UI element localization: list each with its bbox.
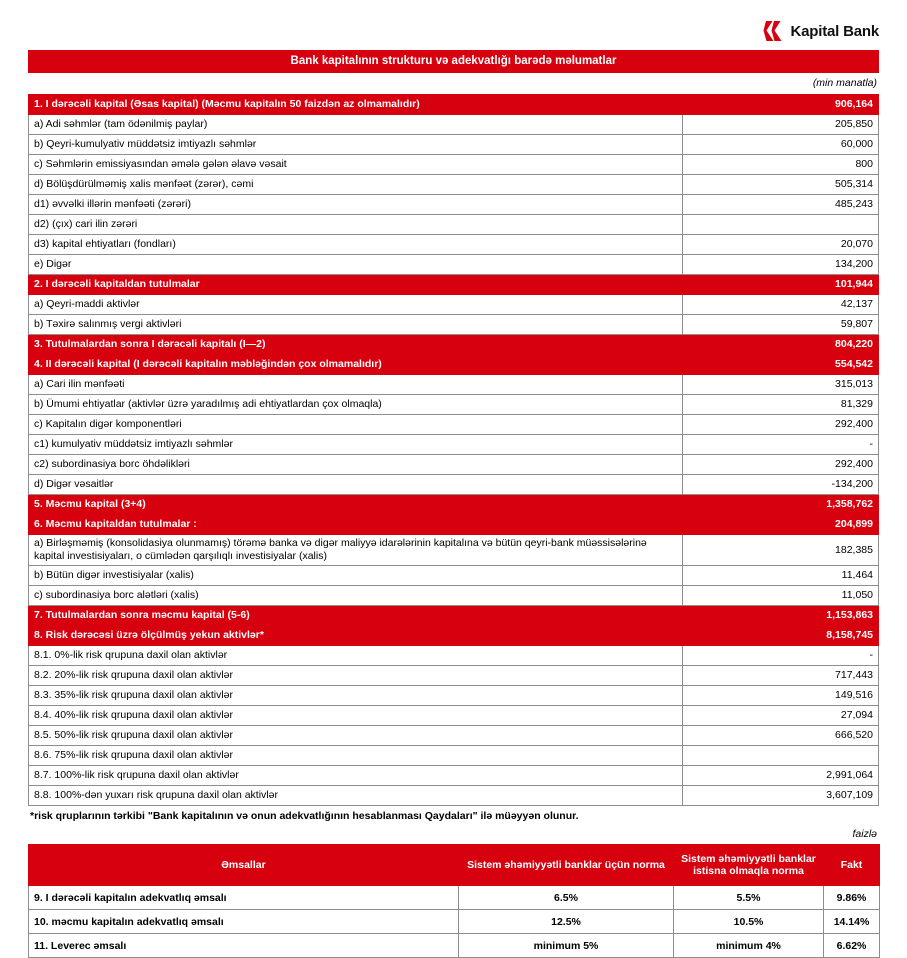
- row-value: 20,070: [683, 235, 879, 255]
- row-label: d1) əvvəlki illərin mənfəəti (zərəri): [29, 195, 683, 215]
- ratio-norm-systemic: 6.5%: [459, 886, 674, 910]
- row-value: 149,516: [683, 686, 879, 706]
- table-row: [29, 215, 879, 235]
- row-value: 59,807: [683, 315, 879, 335]
- row-label: b) Təxirə salınmış vergi aktivləri: [29, 315, 683, 335]
- table-row: [29, 566, 879, 586]
- logo-row: [28, 14, 879, 48]
- row-label: d) Digər vəsaitlər: [29, 475, 683, 495]
- row-value: 3,607,109: [683, 786, 879, 806]
- row-label: c2) subordinasiya borc öhdəlikləri: [29, 455, 683, 475]
- ratio-fact: 9.86%: [824, 886, 880, 910]
- row-label: d2) (çıx) cari ilin zərəri: [29, 215, 683, 235]
- ratio-row-label: 11. Leverec əmsalı: [29, 934, 459, 958]
- table-row: [29, 686, 879, 706]
- table-row: [29, 135, 879, 155]
- capital-structure-table: [28, 94, 879, 806]
- ratio-norm-other: 10.5%: [674, 910, 824, 934]
- page-title: Bank kapitalının strukturu və adekvatlığı barədə məlumatlar: [28, 50, 879, 73]
- table-header-row: [29, 845, 880, 886]
- row-label: 6. Məcmu kapitaldan tutulmalar :: [29, 515, 683, 535]
- col-header-fact: Fakt: [824, 845, 880, 886]
- table-row: [29, 155, 879, 175]
- table-row: [29, 355, 879, 375]
- row-value: 81,329: [683, 395, 879, 415]
- table-row: [29, 175, 879, 195]
- table-row: [29, 515, 879, 535]
- col-header-norm-other: Sistem əhəmiyyətli banklar istisna olmaqla norma: [674, 845, 824, 886]
- table-row: [29, 475, 879, 495]
- ratio-norm-systemic: 12.5%: [459, 910, 674, 934]
- ratio-row-label: 10. məcmu kapitalın adekvatlıq əmsalı: [29, 910, 459, 934]
- table-row: [29, 455, 879, 475]
- table-row: [29, 335, 879, 355]
- row-value: 666,520: [683, 726, 879, 746]
- row-value: 27,094: [683, 706, 879, 726]
- row-value: [683, 215, 879, 235]
- unit-note-percent: faizlə: [852, 828, 877, 841]
- capital-ratios-head: [29, 845, 880, 886]
- table-row: [29, 586, 879, 606]
- row-value: 485,243: [683, 195, 879, 215]
- footnote: *risk qruplarının tərkibi "Bank kapitalının və onun adekvatlığının hesablanması Qaydaları" ilə müəyyən olunur.: [30, 810, 579, 823]
- row-value: 8,158,745: [683, 626, 879, 646]
- table-row: [29, 195, 879, 215]
- table-row: [29, 886, 880, 910]
- table-row: [29, 666, 879, 686]
- table-row: [29, 295, 879, 315]
- table-row: [29, 415, 879, 435]
- table-row: [29, 255, 879, 275]
- row-value: 101,944: [683, 275, 879, 295]
- row-value: 554,542: [683, 355, 879, 375]
- row-label: 3. Tutulmalardan sonra I dərəcəli kapitalı (I—2): [29, 335, 683, 355]
- row-value: 205,850: [683, 115, 879, 135]
- row-value: 60,000: [683, 135, 879, 155]
- row-label: 4. II dərəcəli kapital (I dərəcəli kapitalın məbləğindən çox olmamalıdır): [29, 355, 683, 375]
- table-row: [29, 275, 879, 295]
- row-value: [683, 746, 879, 766]
- row-label: b) Qeyri-kumulyativ müddətsiz imtiyazlı səhmlər: [29, 135, 683, 155]
- row-label: 5. Məcmu kapital (3+4): [29, 495, 683, 515]
- row-label: a) Adi səhmlər (tam ödənilmiş paylar): [29, 115, 683, 135]
- logo-text: Kapital Bank: [790, 22, 879, 40]
- row-value: 800: [683, 155, 879, 175]
- row-value: 315,013: [683, 375, 879, 395]
- row-label: 8.6. 75%-lik risk qrupuna daxil olan aktivlər: [29, 746, 683, 766]
- table-row: [29, 706, 879, 726]
- table-row: [29, 315, 879, 335]
- row-label: 8.4. 40%-lik risk qrupuna daxil olan aktivlər: [29, 706, 683, 726]
- row-label: c1) kumulyativ müddətsiz imtiyazlı səhmlər: [29, 435, 683, 455]
- table-row: [29, 606, 879, 626]
- capital-ratios-body: [29, 886, 880, 958]
- row-value: -: [683, 435, 879, 455]
- table-row: [29, 910, 880, 934]
- row-value: 11,050: [683, 586, 879, 606]
- row-label: 7. Tutulmalardan sonra məcmu kapital (5-6): [29, 606, 683, 626]
- row-label: 1. I dərəcəli kapital (Əsas kapital) (Məcmu kapitalın 50 faizdən az olmamalıdır): [29, 95, 683, 115]
- kapital-bank-logo: [763, 20, 879, 42]
- row-label: 8.7. 100%-lik risk qrupuna daxil olan aktivlər: [29, 766, 683, 786]
- row-label: c) Kapitalın digər komponentləri: [29, 415, 683, 435]
- capital-ratios-table: [28, 844, 880, 958]
- row-label: b) Bütün digər investisiyalar (xalis): [29, 566, 683, 586]
- row-value: 717,443: [683, 666, 879, 686]
- row-label: d) Bölüşdürülməmiş xalis mənfəət (zərər), cəmi: [29, 175, 683, 195]
- table-row: [29, 375, 879, 395]
- row-value: 2,991,064: [683, 766, 879, 786]
- ratio-fact: 14.14%: [824, 910, 880, 934]
- row-label: a) Birləşməmiş (konsolidasiya olunmamış) törəmə banka və digər maliyyə idarələrinin kapitalına və bütün qeyri-bank müəssisələrinə kapital investisiyaları, o cümlədən qarşılıqlı investisiyalar (xalis): [29, 535, 683, 566]
- row-label: a) Cari ilin mənfəəti: [29, 375, 683, 395]
- table-row: [29, 395, 879, 415]
- row-label: c) subordinasiya borc alətləri (xalis): [29, 586, 683, 606]
- ratio-row-label: 9. I dərəcəli kapitalın adekvatlıq əmsalı: [29, 886, 459, 910]
- row-value: 1,358,762: [683, 495, 879, 515]
- table-row: [29, 646, 879, 666]
- ratio-norm-other: 5.5%: [674, 886, 824, 910]
- row-value: 292,400: [683, 455, 879, 475]
- table-row: [29, 766, 879, 786]
- capital-structure-body: [29, 95, 879, 806]
- table-row: [29, 934, 880, 958]
- row-value: -: [683, 646, 879, 666]
- row-value: 1,153,863: [683, 606, 879, 626]
- row-label: d3) kapital ehtiyatları (fondları): [29, 235, 683, 255]
- ratio-fact: 6.62%: [824, 934, 880, 958]
- ratio-norm-systemic: minimum 5%: [459, 934, 674, 958]
- row-label: 8. Risk dərəcəsi üzrə ölçülmüş yekun aktivlər*: [29, 626, 683, 646]
- table-row: [29, 726, 879, 746]
- table-row: [29, 495, 879, 515]
- ratio-norm-other: minimum 4%: [674, 934, 824, 958]
- row-label: a) Qeyri-maddi aktivlər: [29, 295, 683, 315]
- row-value: 134,200: [683, 255, 879, 275]
- row-value: 182,385: [683, 535, 879, 566]
- row-label: 8.8. 100%-dən yuxarı risk qrupuna daxil olan aktivlər: [29, 786, 683, 806]
- row-value: 204,899: [683, 515, 879, 535]
- row-value: 292,400: [683, 415, 879, 435]
- row-label: b) Ümumi ehtiyatlar (aktivlər üzrə yaradılmış adi ehtiyatlardan çox olmaqla): [29, 395, 683, 415]
- table-row: [29, 746, 879, 766]
- row-label: e) Digər: [29, 255, 683, 275]
- table-row: [29, 786, 879, 806]
- row-value: 42,137: [683, 295, 879, 315]
- row-value: 804,220: [683, 335, 879, 355]
- row-label: 8.1. 0%-lik risk qrupuna daxil olan aktivlər: [29, 646, 683, 666]
- row-value: 505,314: [683, 175, 879, 195]
- col-header-norm-systemic: Sistem əhəmiyyətli banklar üçün norma: [459, 845, 674, 886]
- table-row: [29, 115, 879, 135]
- row-label: 8.2. 20%-lik risk qrupuna daxil olan aktivlər: [29, 666, 683, 686]
- table-row: [29, 435, 879, 455]
- row-value: 11,464: [683, 566, 879, 586]
- table-row: [29, 626, 879, 646]
- table-row: [29, 535, 879, 566]
- row-label: 8.3. 35%-lik risk qrupuna daxil olan aktivlər: [29, 686, 683, 706]
- row-label: 8.5. 50%-lik risk qrupuna daxil olan aktivlər: [29, 726, 683, 746]
- col-header-emsallar: Əmsallar: [29, 845, 459, 886]
- kapital-bank-mark-icon: [763, 20, 785, 42]
- row-value: -134,200: [683, 475, 879, 495]
- unit-note-manat: (min manatla): [812, 77, 877, 89]
- row-value: 906,164: [683, 95, 879, 115]
- row-label: c) Səhmlərin emissiyasından əmələ gələn əlavə vəsait: [29, 155, 683, 175]
- table-row: [29, 95, 879, 115]
- table-row: [29, 235, 879, 255]
- row-label: 2. I dərəcəli kapitaldan tutulmalar: [29, 275, 683, 295]
